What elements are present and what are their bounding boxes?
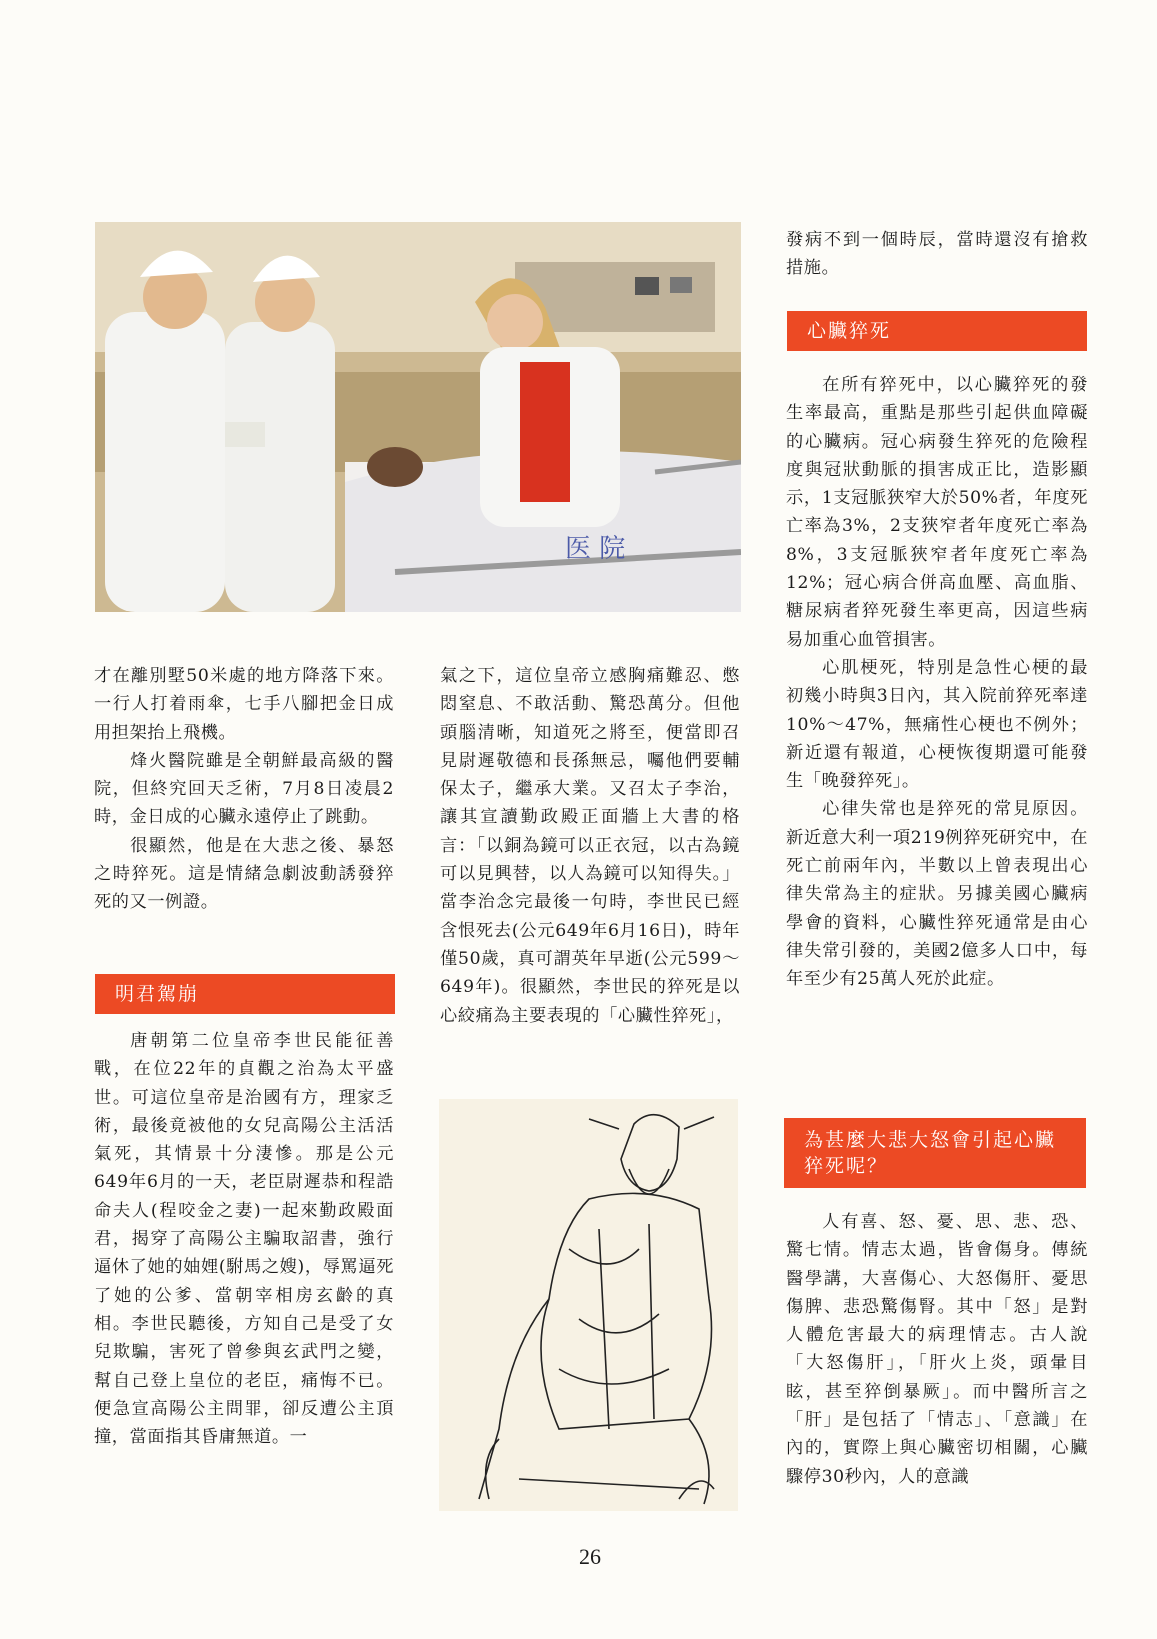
emperor-illustration xyxy=(439,1099,738,1511)
col-a-paragraph-2: 烽火醫院雖是全朝鮮最高級的醫院，但終究回天乏術，7月8日凌晨2時，金日成的心臟永遠停止了跳動。 xyxy=(94,750,394,828)
hospital-photo xyxy=(95,222,741,612)
col-a-paragraph-1: 才在離別墅50米處的地方降落下來。一行人打着雨傘，七手八腳把金日成用担架抬上飛機。 xyxy=(94,666,394,743)
column-c xyxy=(786,226,1088,283)
col-c-paragraph-2: 心肌梗死，特別是急性心梗的最初幾小時與3日內，其入院前猝死率達10%～47%，無痛性心梗也不例外；新近還有報道，心梗恢復期還可能發生「晚發猝死」。 xyxy=(786,657,1088,792)
page-number: 26 xyxy=(579,1544,601,1569)
column-a-lower xyxy=(94,1027,394,1451)
svg-text:医 院: 医 院 xyxy=(565,534,626,564)
col-a-paragraph-3: 很顯然，他是在大悲之後、暴怒之時猝死。這是情緒急劇波動誘發猝死的又一例證。 xyxy=(94,835,394,913)
hospital-scene-illustration xyxy=(95,222,741,612)
col-a-paragraph-4: 唐朝第二位皇帝李世民能征善戰，在位22年的貞觀之治為太平盛世。可這位皇帝是治國有方，理家乏術，最後竟被他的女兒高陽公主活活氣死，其情景十分淒慘。那是公元649年6月的一天，老臣尉遲恭和程誥命夫人(程咬金之妻)一起來勤政殿面君，揭穿了高陽公主騙取詔書，強行逼休了她的妯娌(駙馬之嫂)，辱罵逼死了她的公爹、當朝宰相房玄齡的真相。李世民聽後，方知自己是受了女兒欺騙，害死了曾參與玄武門之變，幫自己登上皇位的老臣，痛悔不已。便急宣高陽公主問罪，卻反遭公主頂撞，當面指其昏庸無道。一 xyxy=(94,1031,394,1448)
col-c-paragraph-4: 人有喜、怒、憂、思、悲、恐、驚七情。情志太過，皆會傷身。傳統醫學講，大喜傷心、大怒傷肝、憂思傷脾、悲恐驚傷腎。其中「怒」是對人體危害最大的病理情志。古人說「大怒傷肝」，「肝火上炎，頭暈目眩，甚至猝倒暴厥」。而中醫所言之「肝」是包括了「情志」、「意識」在內的，實際上與心臟密切相關，心臟驟停30秒內，人的意識 xyxy=(786,1212,1088,1487)
col-c-paragraph-3: 心律失常也是猝死的常見原因。新近意大利一項219例猝死研究中，在死亡前兩年內，半數以上曾表現出心律失常為主的症狀。另據美國心臟病學會的資料，心臟性猝死通常是由心律失常引發的，美國2億多人口中，每年至少有25萬人死於此症。 xyxy=(786,799,1088,990)
col-c-paragraph-1: 在所有猝死中，以心臟猝死的發生率最高，重點是那些引起供血障礙的心臟病。冠心病發生猝死的危險程度與冠狀動脈的損害成正比，造影顯示，1支冠脈狹窄大於50%者，年度死亡率為3%，2支狹窄者年度死亡率為8%，3支冠脈狹窄者年度死亡率為12%；冠心病合併高血壓、高血脂、糖尿病者猝死發生率更高，因這些病易加重心血管損害。 xyxy=(786,375,1088,650)
column-c-lower xyxy=(786,1208,1088,1491)
column-b xyxy=(440,662,740,1030)
col-c-paragraph-0: 發病不到一個時辰，當時還沒有搶救措施。 xyxy=(786,230,1088,279)
section-heading-ming-jun: 明君駕崩 xyxy=(95,974,395,1014)
column-a xyxy=(94,662,394,917)
seated-emperor-drawing xyxy=(439,1099,738,1511)
section-heading-why: 為甚麼大悲大怒會引起心臟猝死呢？ xyxy=(784,1118,1086,1188)
column-c-middle xyxy=(786,371,1088,994)
col-b-paragraph-1: 氣之下，這位皇帝立感胸痛難忍、憋悶窒息、不敢活動、驚恐萬分。但他頭腦清晰，知道死之將至，便當即召見尉遲敬德和長孫無忌，囑他們要輔保太子，繼承大業。又召太子李治，讓其宣讀勤政殿正面牆上大書的格言：「以銅為鏡可以正衣冠，以古為鏡可以見興替，以人為鏡可以知得失。」當李治念完最後一句時，李世民已經含恨死去(公元649年6月16日)，時年僅50歲，真可謂英年早逝(公元599～649年)。很顯然，李世民的猝死是以心絞痛為主要表現的「心臟性猝死」， xyxy=(440,666,740,1026)
section-heading-xin-zang: 心臟猝死 xyxy=(787,311,1087,351)
